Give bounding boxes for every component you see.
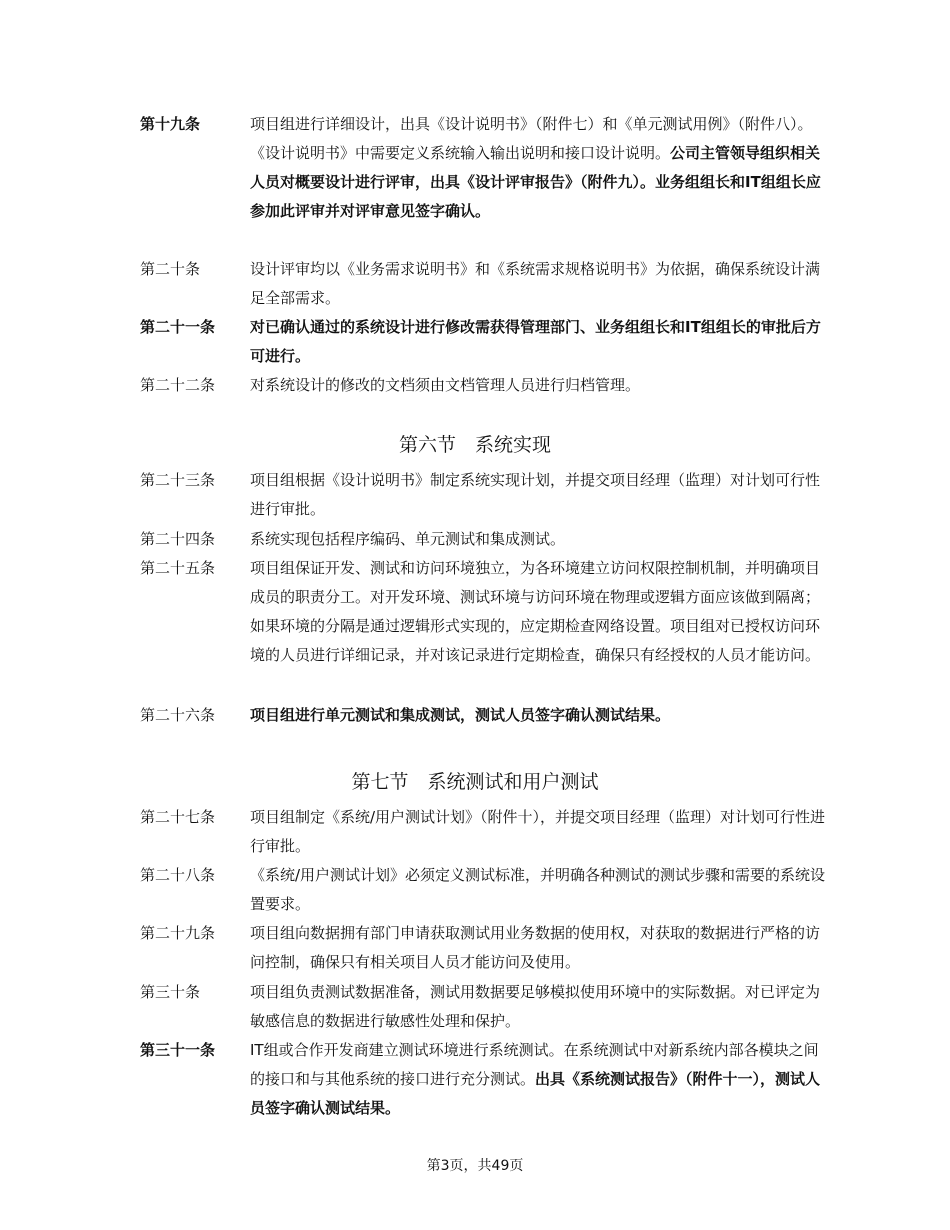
article-number: 第二十条 xyxy=(140,260,201,278)
article-number: 第二十六条 xyxy=(140,706,216,724)
article-text-plain: 项目组进行详细设计，出具《设计说明书》（附件七）和《单元测试用例》（附件八）。《设计说明书》中需要定义系统输入输出说明和接口设计说明。 xyxy=(250,115,813,162)
article-text xyxy=(250,255,830,313)
article-text-plain: 设计评审均以《业务需求说明书》和《系统需求规格说明书》为依据，确保系统设计满足全部需求。 xyxy=(250,260,821,307)
article-number: 第二十五条 xyxy=(140,559,216,577)
article-text xyxy=(250,978,830,1036)
article-text-plain: 《系统/用户测试计划》必须定义测试标准，并明确各种测试的测试步骤和需要的系统设置要求。 xyxy=(250,866,826,913)
section-title: 第六节 系统实现 xyxy=(398,434,551,456)
article-number: 第二十一条 xyxy=(140,318,216,336)
article-number: 第三十条 xyxy=(140,983,201,1001)
article-number: 第二十九条 xyxy=(140,924,216,942)
article-text-plain: 项目组向数据拥有部门申请获取测试用业务数据的使用权，对获取的数据进行严格的访问控制，确保只有相关项目人员才能访问及使用。 xyxy=(250,924,821,971)
article-number: 第二十七条 xyxy=(140,808,216,826)
article-text xyxy=(250,861,830,919)
article-text xyxy=(250,701,830,730)
article-text-bold: 对已确认通过的系统设计进行修改需获得管理部门、业务组组长和IT组组长的审批后方可进行。 xyxy=(250,318,821,365)
article-text xyxy=(250,110,830,226)
article-text-plain: 项目组负责测试数据准备，测试用数据要足够模拟使用环境中的实际数据。对已评定为敏感信息的数据进行敏感性处理和保护。 xyxy=(250,983,821,1030)
article-number: 第二十二条 xyxy=(140,376,216,394)
article-text-plain: 系统实现包括程序编码、单元测试和集成测试。 xyxy=(250,530,566,548)
article-text xyxy=(250,313,830,371)
article-text xyxy=(250,919,830,977)
article-text xyxy=(250,554,830,670)
article-text xyxy=(250,466,830,524)
article-text-bold: 出具《系统测试报告》（附件十一），测试人员签字确认测试结果。 xyxy=(250,1070,821,1117)
article-text-plain: 对系统设计的修改的文档须由文档管理人员进行归档管理。 xyxy=(250,376,641,394)
article-text xyxy=(250,803,830,861)
article-text-plain: 项目组制定《系统/用户测试计划》（附件十），并提交项目经理（监理）对计划可行性进行审批。 xyxy=(250,808,826,855)
article-text-plain: 项目组根据《设计说明书》制定系统实现计划，并提交项目经理（监理）对计划可行性进行审批。 xyxy=(250,471,821,518)
article-text-bold: 公司主管领导组织相关人员对概要设计进行评审，出具《设计评审报告》（附件九）。业务组组长和IT组组长应参加此评审并对评审意见签字确认。 xyxy=(250,144,821,220)
article-number: 第十九条 xyxy=(140,115,201,133)
article-number: 第二十八条 xyxy=(140,866,216,884)
article-number: 第三十一条 xyxy=(140,1041,216,1059)
article-number: 第二十三条 xyxy=(140,471,216,489)
article-text-plain: IT组或合作开发商建立测试环境进行系统测试。在系统测试中对新系统内部各模块之间的接口和与其他系统的接口进行充分测试。 xyxy=(250,1041,819,1088)
section-title: 第七节 系统测试和用户测试 xyxy=(351,771,599,793)
article-text xyxy=(250,371,830,400)
article-text-bold: 项目组进行单元测试和集成测试，测试人员签字确认测试结果。 xyxy=(250,706,671,724)
article-text xyxy=(250,1036,830,1123)
article-text xyxy=(250,525,830,554)
article-text-plain: 项目组保证开发、测试和访问环境独立，为各环境建立访问权限控制机制，并明确项目成员的职责分工。对开发环境、测试环境与访问环境在物理或逻辑方面应该做到隔离；如果环境的分隔是通过逻辑形式实现的，应定期检查网络设置。项目组对已授权访问环境的人员进行详细记录，并对该记录进行定期检查，确保只有经授权的人员才能访问。 xyxy=(250,559,821,664)
article-number: 第二十四条 xyxy=(140,530,216,548)
page-footer: 第3页，共49页 xyxy=(426,1158,524,1174)
